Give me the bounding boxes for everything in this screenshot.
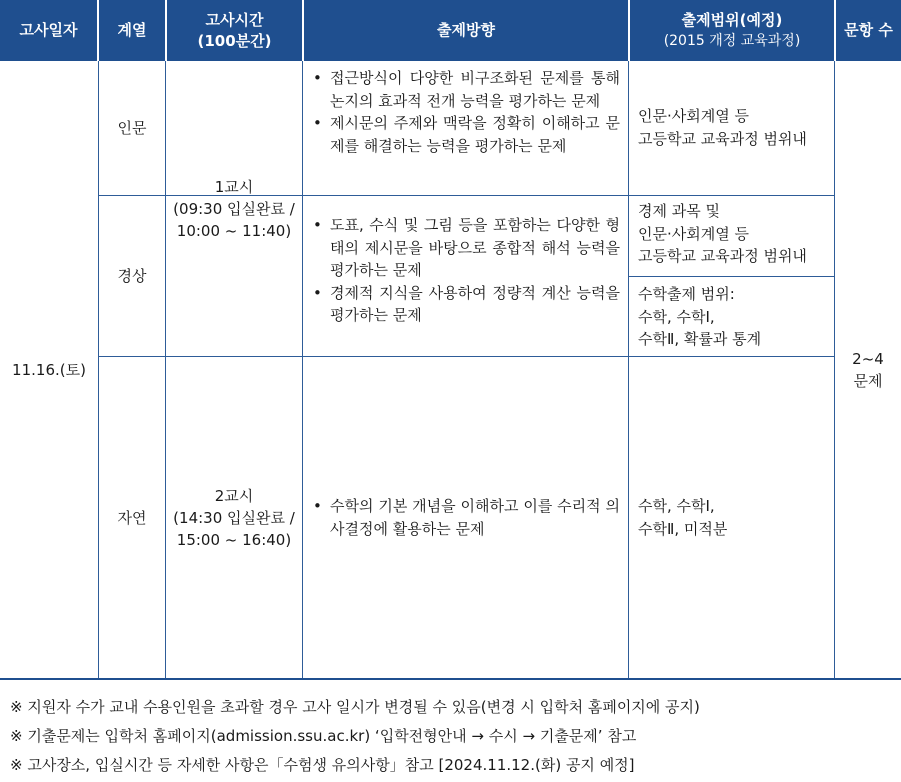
note-past-exams: ※ 기출문제는 입학처 홈페이지(admission.ssu.ac.kr) ‘입학전형안내 → 수시 → 기출문제’ 참고: [10, 727, 637, 745]
scope-line: 수학Ⅱ, 확률과 통계: [638, 330, 762, 348]
direction-item: • 접근방식이 다양한 비구조화된 문제를 통해 논지의 효과적 전개 능력을 평가하는 문제: [309, 67, 620, 112]
header-direction: [304, 0, 628, 61]
header-scope-label: 출제범위(예정): [681, 10, 783, 29]
scope-natural: [638, 495, 727, 540]
scope-business-math: [638, 283, 761, 351]
scope-line: 수학, 수학Ⅰ,: [638, 307, 715, 326]
track-natural-label: 자연: [117, 508, 147, 527]
track-natural: [99, 357, 165, 678]
session-1-entry-time: (09:30 입실완료 /: [173, 199, 295, 218]
scope-line: 경제 과목 및: [638, 202, 720, 220]
scope-humanities: [638, 105, 807, 150]
header-scope: [630, 0, 834, 61]
direction-item: • 경제적 지식을 사용하여 정량적 계산 능력을 평가하는 문제: [309, 282, 620, 327]
question-count-range: 2~4: [852, 349, 884, 368]
scope-line: 수학, 수학Ⅰ,: [638, 497, 715, 515]
scope-line: 수학출제 범위:: [638, 285, 735, 303]
scope-line: 수학Ⅱ, 미적분: [638, 519, 728, 538]
direction-natural: [309, 495, 620, 540]
session-1-exam-time: 10:00 ~ 11:40): [176, 221, 292, 240]
track-business-label: 경상: [117, 267, 147, 285]
session-2-exam-time: 15:00 ~ 16:40): [176, 530, 292, 549]
header-track-label: 계열: [117, 21, 147, 39]
question-count-unit: 문제: [853, 371, 883, 390]
divider: [628, 276, 834, 277]
track-business: [99, 196, 165, 356]
header-direction-label: 출제방향: [437, 21, 495, 39]
direction-item: • 도표, 수식 및 그림 등을 포함하는 다양한 형태의 제시문을 바탕으로 종합적 해석 능력을 평가하는 문제: [309, 214, 620, 282]
divider: [302, 61, 303, 680]
notes-section: [10, 693, 700, 780]
scope-line: 고등학교 교육과정 범위내: [638, 129, 807, 148]
track-humanities: [99, 61, 165, 195]
table-bottom-border: [0, 678, 901, 680]
direction-item: • 제시문의 주제와 맥락을 정확히 이해하고 문제를 해결하는 능력을 평가하는 문제: [309, 112, 620, 157]
session-2: [166, 357, 302, 678]
header-time-label: 고사시간: [205, 10, 264, 29]
direction-business: [309, 214, 620, 327]
divider: [628, 61, 629, 680]
header-time: [167, 0, 302, 61]
session-1: [166, 61, 302, 356]
header-count: [836, 0, 901, 61]
header-time-duration: (100분간): [197, 31, 272, 50]
scope-line: 인문·사회계열 등: [638, 107, 749, 125]
header-track: [99, 0, 165, 61]
note-schedule-change: ※ 지원자 수가 교내 수용인원을 초과할 경우 고사 일시가 변경될 수 있음(변경 시 입학처 홈페이지에 공지): [10, 698, 700, 716]
header-count-label: 문항 수: [844, 21, 893, 39]
scope-line: 인문·사회계열 등: [638, 224, 749, 243]
direction-humanities: [309, 67, 620, 157]
question-count: [835, 61, 901, 678]
header-scope-curriculum: (2015 개정 교육과정): [663, 32, 801, 49]
session-2-entry-time: (14:30 입실완료 /: [173, 508, 295, 527]
track-humanities-label: 인문: [117, 119, 147, 137]
note-exam-venue: ※ 고사장소, 입실시간 등 자세한 사항은「수험생 유의사항」참고 [2024.11.12.(화) 공지 예정]: [10, 756, 635, 774]
exam-date: [0, 61, 98, 678]
exam-date-value: 11.16.(토): [12, 360, 86, 379]
scope-business: [638, 200, 807, 268]
header-date: [0, 0, 97, 61]
session-2-name: 2교시: [214, 486, 254, 505]
scope-line: 고등학교 교육과정 범위내: [638, 247, 807, 265]
session-1-name: 1교시: [214, 177, 254, 196]
direction-item: • 수학의 기본 개념을 이해하고 이를 수리적 의사결정에 활용하는 문제: [309, 495, 620, 540]
header-date-label: 고사일자: [19, 21, 78, 39]
